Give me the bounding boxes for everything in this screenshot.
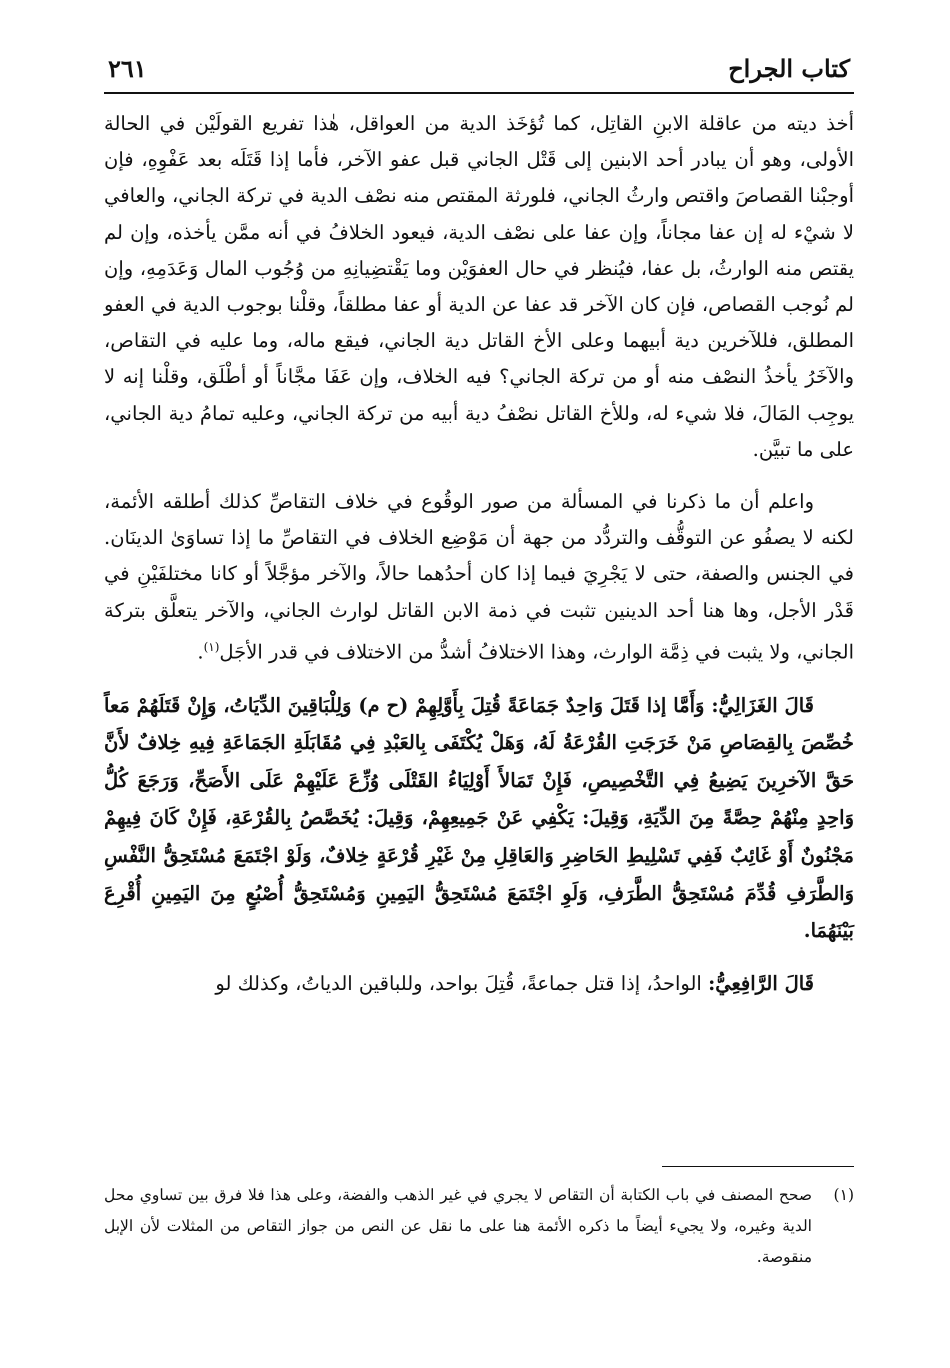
- footnote: [104, 1180, 854, 1273]
- header-divider: [104, 92, 854, 94]
- footnote-number: (١): [833, 1186, 854, 1204]
- paragraph-1: أخذ ديته من عاقلة الابنِ القاتِل، كما تُؤخَذ الدية من العواقل، هٰذا تفريع القولَيْن في الحالة الأولى، وهو أن يبادر أحد الابنين إلى قَتْل الجاني قبل عفو الآخر، فأما إذا قَتَلَه بعد عَفْوِهِ، فإن أوجبْنا القصاصَ واقتص وارثُ الجاني، فلورثة المقتص منه نصْف الدية في تركة الجاني، والعافي لا شيْء له إن عفا مجاناً، وإن عفا على نصْف الدية، فيعود الخلافُ في أنه ممَّن يأخذه، وإن لم يقتص منه الوارثُ، بل عفا، فيُنظر في حال العفوَيْن وما يَقْتضِيانِهِ من وُجُوب المال وَعَدَمِهِ، وإن لم نُوجب القصاص، فإن كان الآخر قد عفا عن الدية أو عفا مطلقاً، وقلْنا بوجوب الدية في العفو المطلق، فللآخرين دية أبيهما وعلى الأخ القاتل دية الجاني، فيقع ماله، وما عليه في التقاص، والآخَرُ يأخذُ النصْف منه أو من تركة الجاني؟ فيه الخلاف، وإن عَفَا مجَّاناً أو أطْلَق، وقلْنا إنه لا يوجِب المَالَ، فلا شيء له، وللأخ القاتل نصْفُ دية أبيه من تركة الجاني، وعليه تمامُ دية الجاني، على ما تبيَّن.: [104, 112, 854, 461]
- page-number: ٢٦١: [108, 54, 147, 83]
- rafii-label: قَالَ الرَّافِعِيُّ:: [708, 971, 814, 995]
- rafii-commentary: [104, 966, 854, 1002]
- paragraph-2: واعلم أن ما ذكرنا في المسألة من صور الوقُوع في خلاف التقاصِّ كذلك أطلقه الأئمة، لكنه لا يصفُو عن التوقُّف والتردُّد من جهة أن مَوْضِع الخلاف في التقاصِّ ما إذا تساوَىٰ الدينَان. في الجنس والصفة، حتى لا يَجْرِيَ فيما إذا كان أحدُهما حالاً، والآخر مؤجَّلاً أو كانا مختلفَيْنِ في قَدْر الأجل، وها هنا أحد الدينين تثبت في ذمة الابن القاتل لوارث الجاني، والآخر يتعلَّق بتركة الجاني، ولا يثبت في ذِمَّة الوارث، وهذا الاختلافُ أشدُّ من الاختلاف في قدر الأجَل$^{(١)}$.: [104, 490, 854, 664]
- footnote-reference: (١): [203, 639, 220, 654]
- book-title: كتاب الجراح: [728, 54, 850, 83]
- running-header: [108, 50, 850, 90]
- rafii-commentary-text: الواحدُ، إذا قتل جماعةً، قُتِلَ بواحد، وللباقين الدياتُ، وكذلك لو: [215, 971, 702, 995]
- ghazali-quote: [104, 687, 854, 950]
- main-text: [104, 106, 854, 1002]
- paragraph-2-text: واعلم أن ما ذكرنا في المسألة من صور الوقُوع في خلاف التقاصِّ كذلك أطلقه الأئمة، لكنه لا يصفُو عن التوقُّف والتردُّد من جهة أن مَوْضِع الخلاف في التقاصِّ ما إذا تساوَىٰ الدينَان. في الجنس والصفة، حتى لا يَجْرِيَ فيما إذا كان أحدُهما حالاً، والآخر مؤجَّلاً أو كانا مختلفَيْنِ في قَدْر الأجل، وها هنا أحد الدينين تثبت في ذمة الابن القاتل لوارث الجاني، والآخر يتعلَّق بتركة الجاني، ولا يثبت في ذِمَّة الوارث، وهذا الاختلافُ أشدُّ من الاختلاف في قدر الأجَل: [104, 490, 854, 664]
- footnote-text: صحح المصنف في باب الكتابة أن التقاص لا يجري في غير الذهب والفضة، وعلى هذا فلا فرق بين تساوي محل الدية وغيره، ولا يجيء أيضاً ما ذكره الأئمة هنا على ما نقل عن النص من جواز التقاص من المثلات لأن الإبل منقوصة.: [104, 1186, 812, 1266]
- footnotes: [104, 1180, 854, 1273]
- ghazali-label: قَالَ الغَزَالِيُّ:: [711, 693, 814, 717]
- ghazali-quote-text: وَأَمَّا إذا قَتَلَ وَاحِدٌ جَمَاعَةً قُتِلَ بِأَوَّلِهِمْ (ح م) وَلِلْبَاقِينَ الدِّيَاتُ، وَإِنْ قَتَلَهُمْ مَعاً خُصِّصَ بِالقِصَاصِ مَنْ خَرَجَتِ القُرْعَةُ لَهُ، وَهَلْ يُكْتَفَى بِالعَبْدِ فِي مُقَابَلَةِ الجَمَاعَةِ فِيهِ خِلافٌ لأَنَّ حَقَّ الآخرِينَ يَضِيعُ فِي التَّخْصِيصِ، فَإِنْ تَمَالأَ أَوْلِيَاءُ القَتْلَى وُزِّعَ عَلَيْهِمْ عَلَى الأَصَحِّ، وَرَجَعَ كُلُّ وَاحِدٍ مِنْهُمْ حِصَّةً مِنَ الدِّيَةِ، وَقِيلَ: يَكْفِي عَنْ جَمِيعِهِمْ، وَقِيلَ: يُخَصَّصُ بِالقُرْعَةِ، فَإِنْ كَانَ فِيهِمْ مَجْنُونٌ أَوْ غَائِبٌ فَفِي تَسْلِيطِ الحَاضِرِ وَالعَاقِلِ مِنْ غَيْرِ قُرْعَةٍ خِلافٌ، وَلَوْ اجْتَمَعَ مُسْتَحِقُّ النَّفْسِ وَالطَّرَفِ قُدِّمَ مُسْتَحِقُّ الطَّرَفِ، وَلَوِ اجْتَمَعَ مُسْتَحِقُّ اليَمِينِ وَمُسْتَحِقُّ أُصْبُعٍ مِنَ اليَمِينِ أُقْرِعَ بَيْنَهُمَا.: [104, 693, 854, 943]
- footnote-divider: [662, 1166, 854, 1167]
